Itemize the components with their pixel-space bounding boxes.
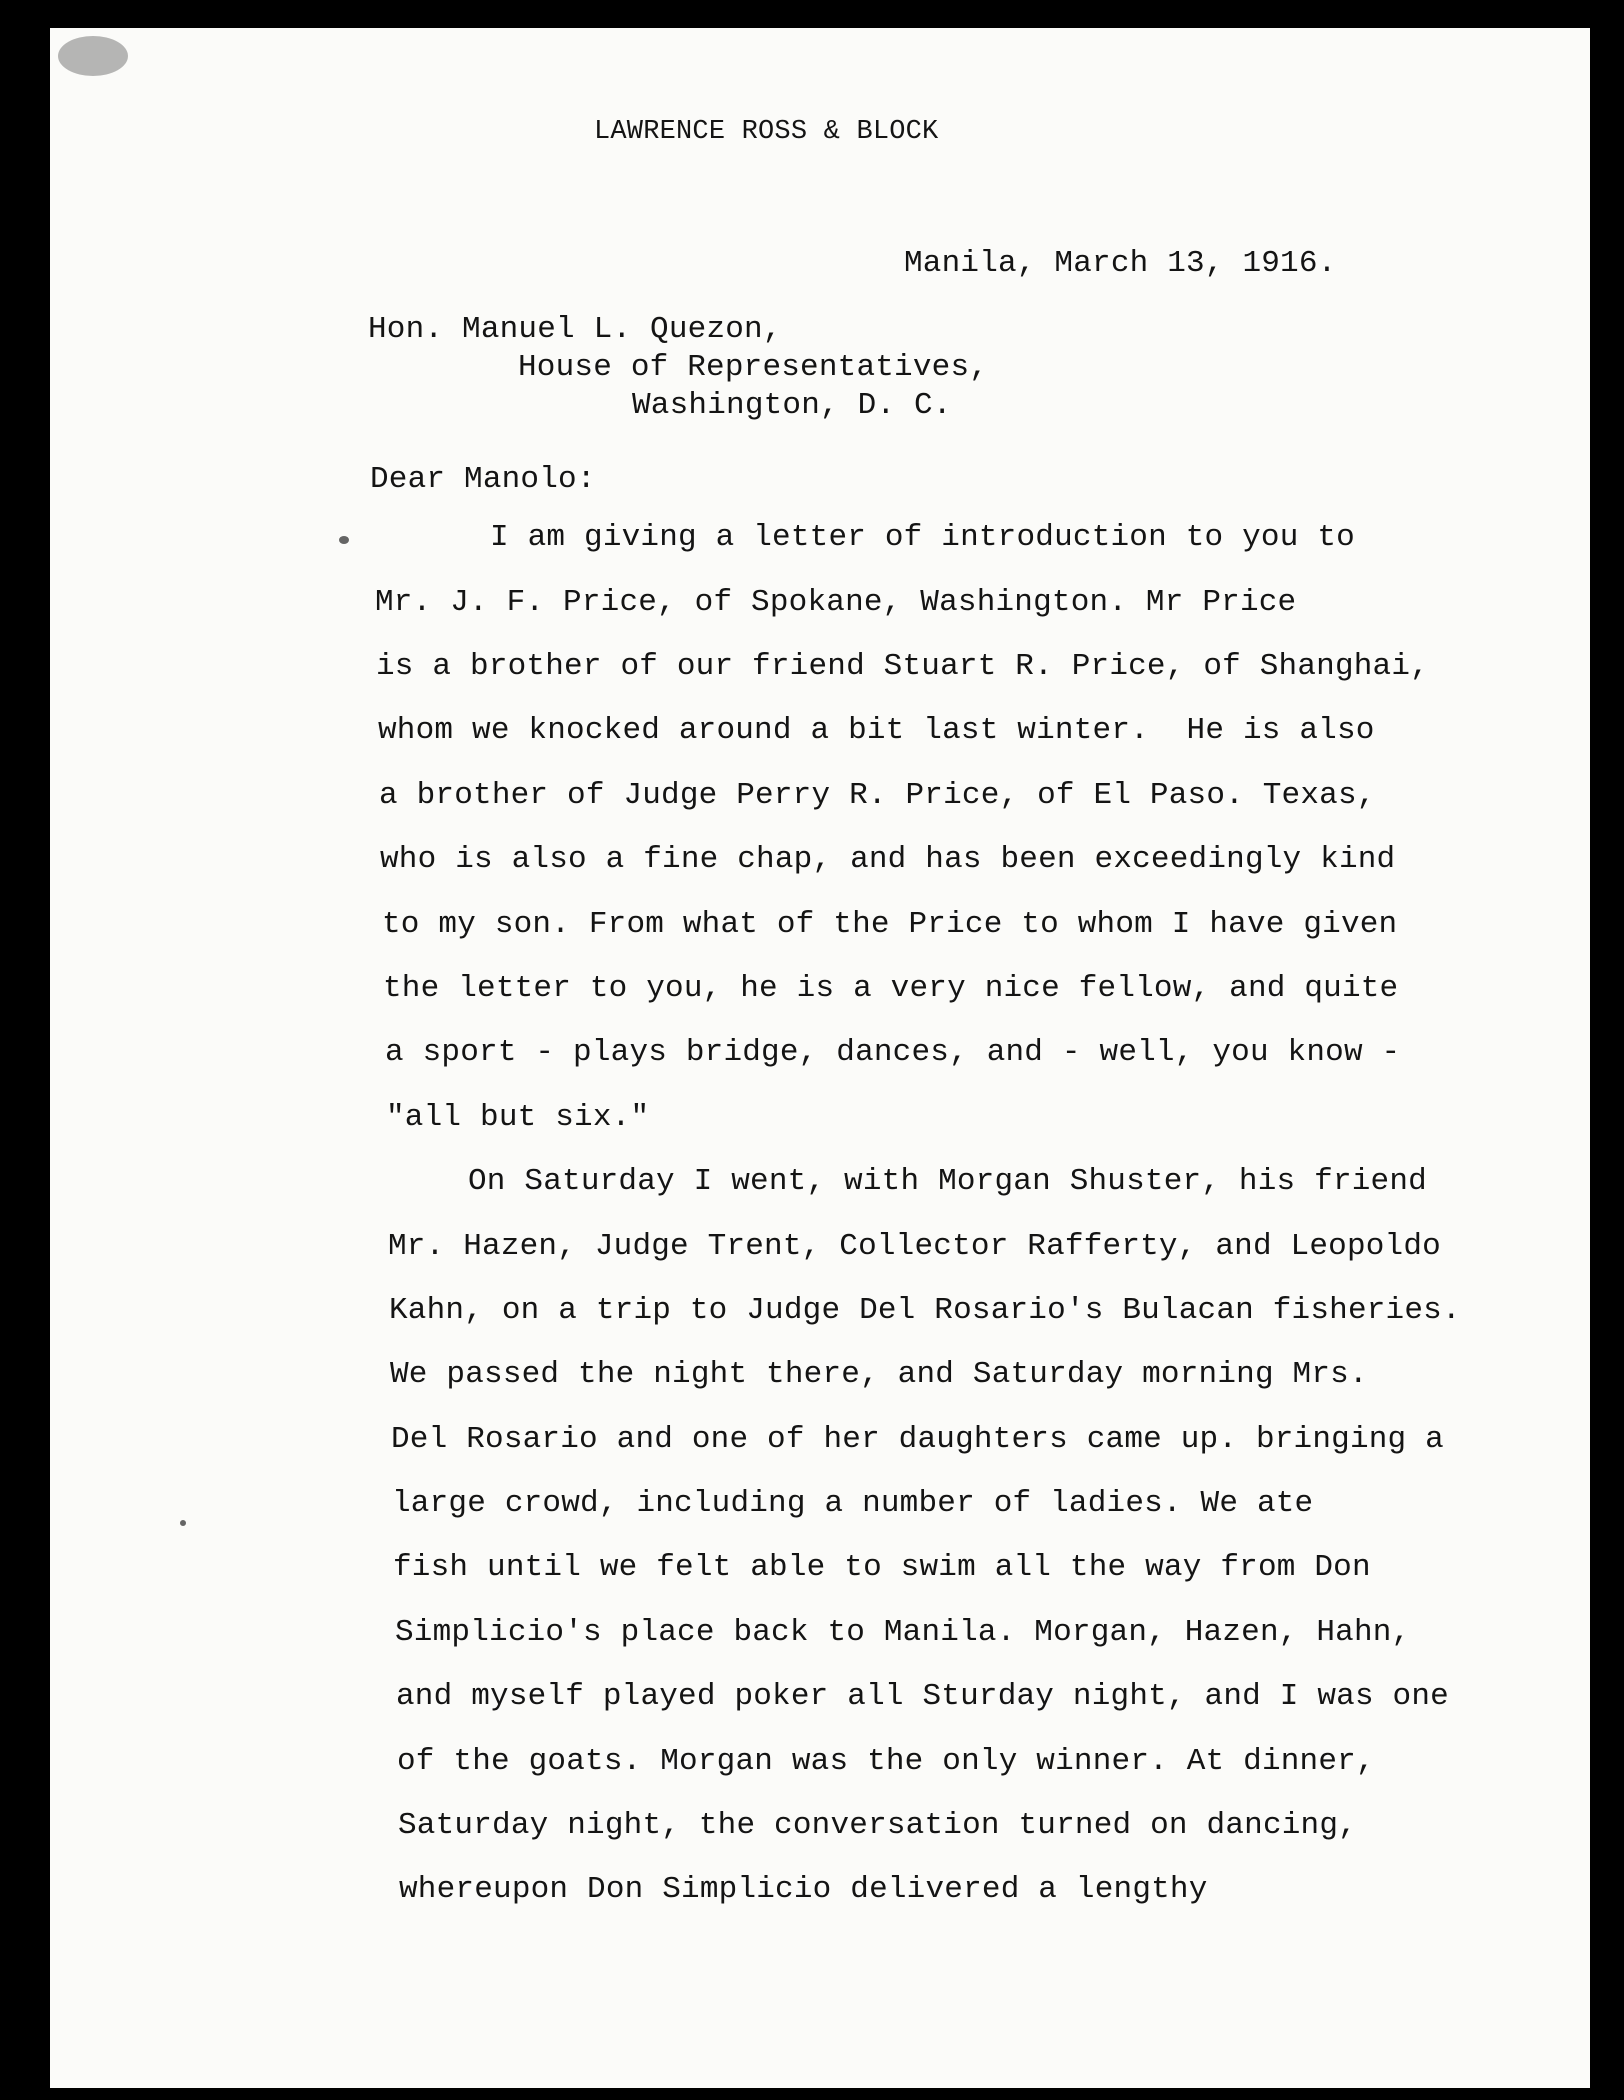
- body-line: the letter to you, he is a very nice fellow, and quite: [383, 971, 1399, 1006]
- margin-mark: [339, 536, 349, 544]
- address-line: House of Representatives,: [518, 350, 989, 385]
- address-line: Hon. Manuel L. Quezon,: [368, 312, 782, 347]
- body-line: Simplicio's place back to Manila. Morgan, Hazen, Hahn,: [395, 1615, 1411, 1650]
- body-line: whereupon Don Simplicio delivered a lengthy: [399, 1872, 1208, 1907]
- body-line: a sport - plays bridge, dances, and - well, you know -: [385, 1035, 1401, 1070]
- body-line: to my son. From what of the Price to whom I have given: [382, 907, 1398, 942]
- body-line: a brother of Judge Perry R. Price, of El Paso. Texas,: [379, 778, 1376, 813]
- body-line: fish until we felt able to swim all the way from Don: [393, 1550, 1371, 1585]
- body-line: large crowd, including a number of ladies. We ate: [392, 1486, 1314, 1521]
- body-line: Mr. Hazen, Judge Trent, Collector Rafferty, and Leopoldo: [388, 1229, 1441, 1264]
- address-line: Washington, D. C.: [632, 388, 952, 423]
- body-line: We passed the night there, and Saturday morning Mrs.: [390, 1357, 1368, 1392]
- body-line: Mr. J. F. Price, of Spokane, Washington. Mr Price: [375, 585, 1297, 620]
- body-line: Kahn, on a trip to Judge Del Rosario's Bulacan fisheries.: [389, 1293, 1461, 1328]
- body-line: Saturday night, the conversation turned on dancing,: [398, 1808, 1357, 1843]
- letter-page: [50, 28, 1590, 2088]
- margin-mark: [180, 1520, 186, 1526]
- corner-smudge: [58, 36, 128, 76]
- letterhead: LAWRENCE ROSS & BLOCK: [594, 117, 939, 147]
- body-line: Del Rosario and one of her daughters came up. bringing a: [391, 1422, 1444, 1457]
- body-line: of the goats. Morgan was the only winner. At dinner,: [397, 1744, 1375, 1779]
- dateline: Manila, March 13, 1916.: [904, 246, 1337, 281]
- body-line: I am giving a letter of introduction to you to: [490, 520, 1355, 555]
- body-line: On Saturday I went, with Morgan Shuster, his friend: [468, 1164, 1427, 1199]
- body-line: is a brother of our friend Stuart R. Price, of Shanghai,: [376, 649, 1429, 684]
- body-line: and myself played poker all Sturday night, and I was one: [396, 1679, 1449, 1714]
- body-line: "all but six.": [386, 1100, 650, 1135]
- salutation: Dear Manolo:: [370, 462, 596, 497]
- body-line: who is also a fine chap, and has been exceedingly kind: [380, 842, 1396, 877]
- body-line: whom we knocked around a bit last winter. He is also: [378, 713, 1375, 748]
